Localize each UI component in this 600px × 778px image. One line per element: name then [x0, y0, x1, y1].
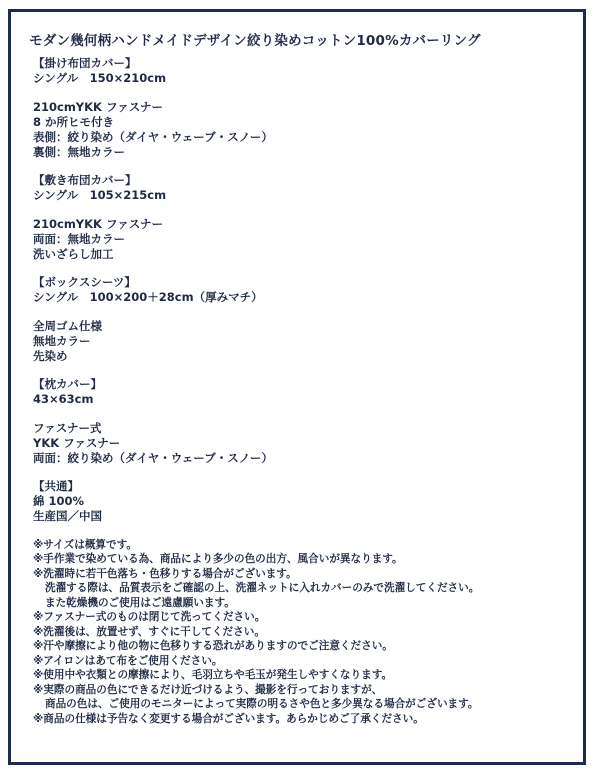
note-item: ※使用中や衣類との摩擦により、毛羽立ちや毛玉が発生しやすくなります。 — [33, 669, 393, 681]
note-item: また乾燥機のご使用はご遠慮願います。 — [45, 596, 235, 609]
note-item: 洗濯する際は、品質表示をご確認の上、洗濯ネットに入れカバーのみで洗濯してください。 — [45, 582, 480, 594]
section-futon-cover-details — [33, 217, 578, 262]
spec-line: 【ボックスシーツ】 — [33, 275, 136, 289]
spec-line: シングル 105×215cm — [33, 188, 167, 202]
section-box-sheet-size — [33, 275, 578, 305]
spec-line: 生産国／中国 — [33, 509, 102, 523]
spec-line: ファスナー式 — [33, 420, 102, 435]
spec-line: 両面：絞り染め（ダイヤ・ウェーブ・スノー） — [33, 450, 273, 465]
spec-line: 210cmYKK ファスナー — [33, 216, 163, 231]
spec-line: 洗いざらし加工 — [33, 246, 114, 261]
spec-line: シングル 150×210cm — [33, 71, 167, 85]
note-item: ※手作業で染めている為、商品により多少の色の出方、風合いが異なります。 — [33, 553, 403, 565]
spec-line: 先染め — [33, 348, 68, 363]
section-duvet-cover-size — [33, 56, 578, 86]
spec-line: 43×63cm — [33, 392, 94, 406]
notes-list — [33, 538, 578, 727]
note-item: ※洗濯後は、放置せず、すぐに干してください。 — [33, 625, 265, 638]
note-item: ※洗濯時に若干色落ち・色移りする場合がございます。 — [33, 567, 297, 580]
spec-line: 【敷き布団カバー】 — [33, 173, 137, 187]
spec-line: 【共通】 — [33, 479, 79, 493]
page-title: モダン幾何柄ハンドメイドデザイン絞り染めコットン100%カバーリング — [29, 33, 481, 49]
spec-line: YKK ファスナー — [33, 435, 121, 450]
spec-line: 【掛け布団カバー】 — [33, 56, 137, 70]
note-item: ※ファスナー式のものは閉じて洗ってください。 — [33, 611, 266, 623]
note-item: ※商品の仕様は予告なく変更する場合がございます。あらかじめご了承ください。 — [33, 712, 424, 725]
spec-line: シングル 100×200＋28cm（厚みマチ） — [33, 290, 263, 304]
section-pillow-cover-details — [33, 421, 578, 466]
spec-line: 裏側：無地カラー — [33, 144, 125, 159]
spec-line: 表側：絞り染め（ダイヤ・ウェーブ・スノー） — [33, 129, 273, 144]
note-item: ※実際の商品の色にできるだけ近づけるよう、撮影を行っておりますが、 — [33, 683, 383, 696]
note-item: ※アイロンはあて布をご使用ください。 — [33, 654, 223, 667]
spec-line: 両面：無地カラー — [33, 231, 125, 246]
section-pillow-cover-size — [33, 377, 578, 407]
spec-line: 綿 100% — [33, 494, 85, 508]
spec-line: 無地カラー — [33, 333, 91, 348]
spec-line: 210cmYKK ファスナー — [33, 99, 163, 114]
section-common — [33, 479, 578, 524]
spec-line: 全周ゴム仕様 — [33, 318, 102, 333]
section-box-sheet-details — [33, 319, 578, 364]
note-item: ※汗や摩擦により他の物に色移りする恐れがありますのでご注意ください。 — [33, 640, 393, 652]
spec-line: 【枕カバー】 — [33, 377, 102, 391]
spec-content — [33, 56, 578, 726]
note-item: ※サイズは概算です。 — [33, 538, 137, 551]
section-futon-cover-size — [33, 173, 578, 203]
section-duvet-cover-details — [33, 100, 578, 160]
spec-line: 8 か所ヒモ付き — [33, 114, 115, 129]
note-item: 商品の色は、ご使用のモニターによって実際の明るさや色と多少異なる場合がございます。 — [45, 698, 479, 710]
